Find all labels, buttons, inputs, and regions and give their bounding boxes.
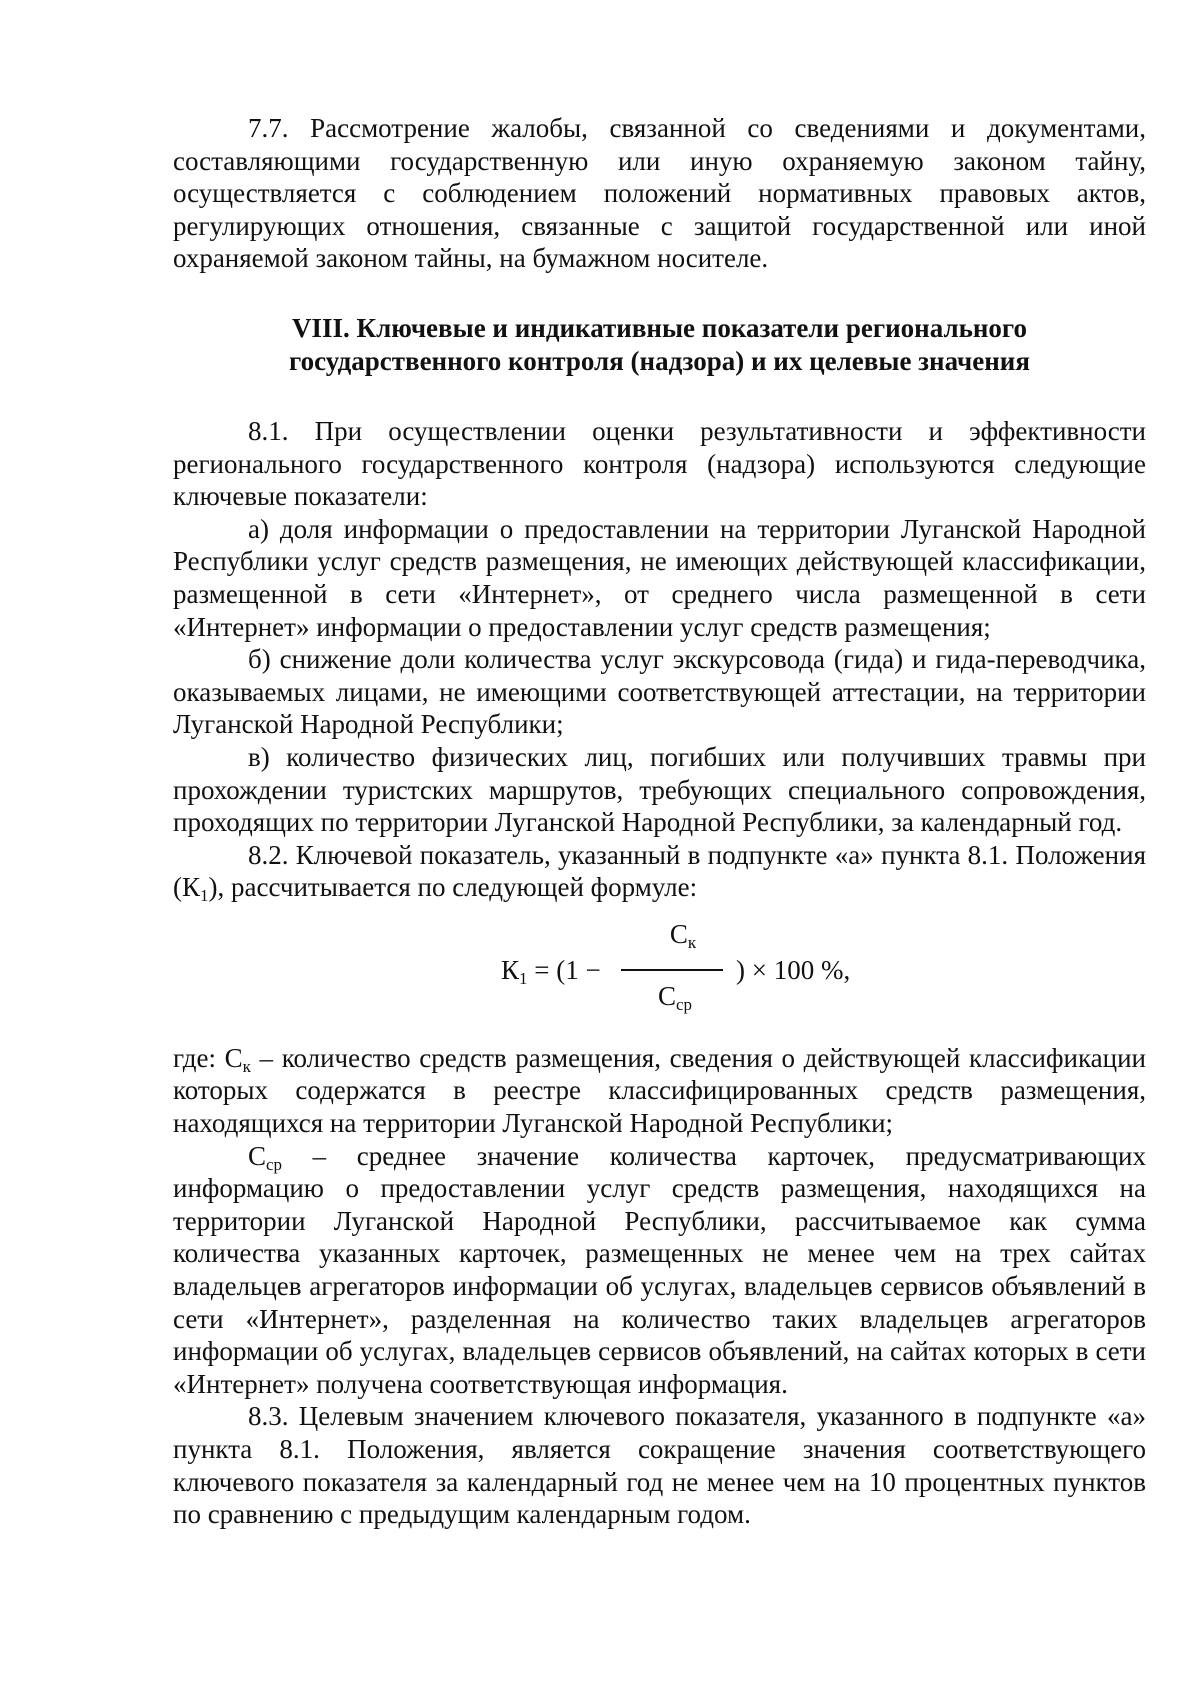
csr-definition-text: – среднее значение количества карточек, предусматривающих информацию о предоставлении услуг средств размещения, находящихся на территории Луганской Народной Республики, рассчитываемое как сумма количества указанных карточек, размещенных не менее чем на трех сайтах владельцев агрегаторов информации об услугах, владельцев сервисов объявлений в сети «Интернет», разделенная на количество таких владельцев агрегаторов информации об услугах, владельцев сервисов объявлений, на сайтах которых в сети «Интернет» получена соответствующая информация. bbox=[173, 1140, 1146, 1399]
formula-k-symbol: К bbox=[501, 954, 520, 985]
csr-subscript: ср bbox=[266, 1154, 283, 1174]
section-heading-line-1: VIII. Ключевые и индикативные показатели регионального bbox=[291, 312, 1028, 343]
formula-left-side bbox=[501, 954, 601, 987]
list-item-b: б) снижение доли количества услуг экскурсовода (гида) и гида-переводчика, оказываемых лицами, не имеющими соответствующей аттестации, на территории Луганской Народной Республики; bbox=[173, 644, 1146, 740]
formula-right-side: ) × 100 %, bbox=[736, 954, 851, 985]
formula-k1 bbox=[173, 914, 1146, 1034]
formula-k-subscript: 1 bbox=[519, 968, 528, 988]
formula-fraction-bar bbox=[621, 969, 723, 971]
formula-denominator bbox=[635, 980, 715, 1013]
csr-symbol: С bbox=[248, 1140, 267, 1171]
formula-numerator-subscript: к bbox=[687, 932, 697, 952]
list-item-a: а) доля информации о предоставлении на территории Луганской Народной Республики услуг средств размещения, не имеющих действующей классификации, размещенной в сети «Интернет», от среднего числа размещенной в сети «Интернет» информации о предоставлении услуг средств размещения; bbox=[173, 513, 1146, 642]
paragraph-8-2-text-after: ), рассчитывается по следующей формуле: bbox=[208, 872, 698, 903]
ck-definition-text: – количество средств размещения, сведения о действующей классификации которых содержатся в реестре классифицированных средств размещения, находящихся на территории Луганской Народной Республики; bbox=[173, 1042, 1146, 1139]
list-item-v: в) количество физических лиц, погибших или получивших травмы при прохождении туристских маршрутов, требующих специального сопровождения, проходящих по территории Луганской Народной Республики, за календарный год. bbox=[173, 741, 1146, 838]
where-prefix: где: bbox=[173, 1042, 225, 1073]
formula-equals: = (1 − bbox=[527, 954, 601, 985]
paragraph-8-3: 8.3. Целевым значением ключевого показателя, указанного в подпункте «а» пункта 8.1. Положения, является сокращение значения соответствующего ключевого показателя за календарный год не менее чем на 10 процентных пунктов по сравнению с предыдущим календарным годом. bbox=[173, 1401, 1146, 1530]
definition-ck bbox=[173, 1042, 1146, 1140]
section-heading bbox=[173, 312, 1146, 378]
paragraph-7-7: 7.7. Рассмотрение жалобы, связанной со сведениями и документами, составляющими государственную или иную охраняемую законом тайну, осуществляется с соблюдением положений нормативных правовых актов, регулирующих отношения, связанные с защитой государственной или иной охраняемой законом тайны, на бумажном носителе. bbox=[173, 113, 1146, 274]
section-heading-line-2: государственного контроля (надзора) и их целевые значения bbox=[289, 345, 1030, 376]
formula-numerator bbox=[643, 918, 723, 951]
ck-subscript: к bbox=[242, 1056, 251, 1076]
formula-numerator-symbol: С bbox=[669, 918, 688, 949]
document-page bbox=[173, 112, 1146, 1531]
definition-csr bbox=[173, 1140, 1146, 1401]
paragraph-8-2-text-before: 8.2. Ключевой показатель, указанный в подпункте «а» пункта 8.1. Положения (К bbox=[173, 839, 1146, 903]
paragraph-8-2 bbox=[173, 839, 1146, 904]
paragraph-8-2-subscript: 1 bbox=[200, 886, 209, 906]
ck-symbol: С bbox=[224, 1042, 243, 1073]
formula-denominator-subscript: ср bbox=[675, 994, 693, 1014]
paragraph-8-1: 8.1. При осуществлении оценки результативности и эффективности регионального государственного контроля (надзора) используются следующие ключевые показатели: bbox=[173, 415, 1146, 512]
formula-denominator-symbol: С bbox=[657, 980, 676, 1011]
